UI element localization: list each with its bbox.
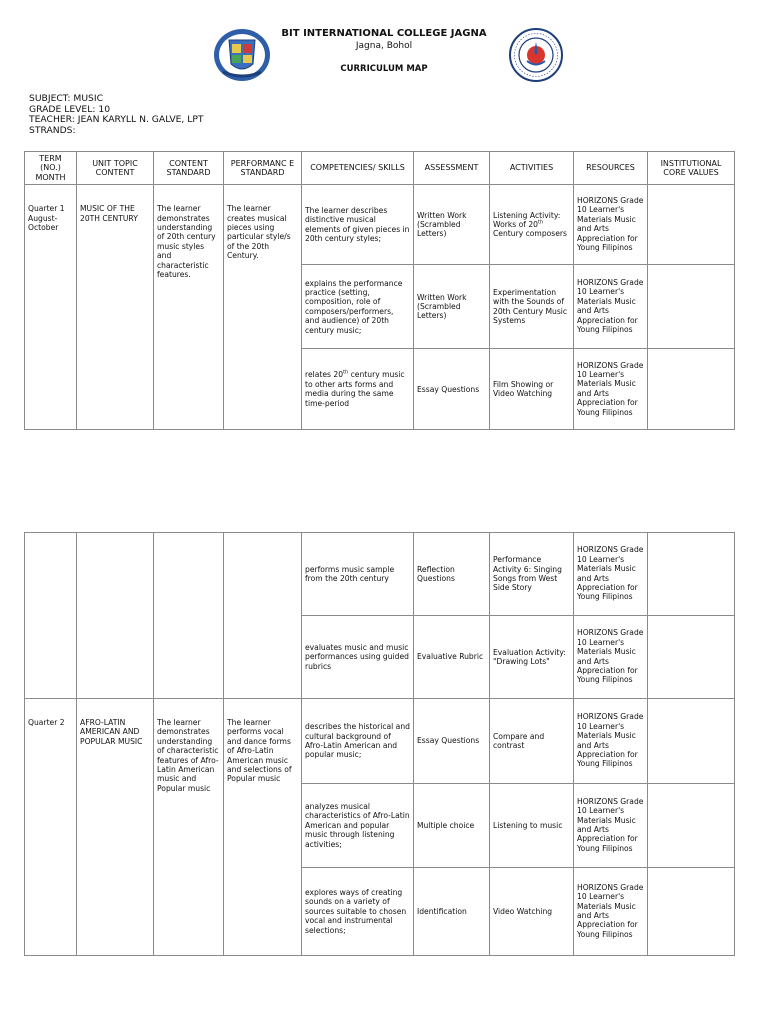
unit-cell: AFRO-LATIN AMERICAN AND POPULAR MUSIC xyxy=(77,699,154,956)
col-term: TERM (NO.) MONTH xyxy=(25,152,77,185)
activity-cell: Experimentation with the Sounds of 20th Century Music Systems xyxy=(490,265,574,349)
competency-cell: The learner describes distinctive musical elements of given pieces in 20th century styles; xyxy=(302,185,414,265)
teacher-line: TEACHER: JEAN KARYLL N. GALVE, LPT xyxy=(29,114,204,126)
col-performance-standard: PERFORMANC E STANDARD xyxy=(224,152,302,185)
col-competencies: COMPETENCIES/ SKILLS xyxy=(302,152,414,185)
competency-cell: evaluates music and music performances using guided rubrics xyxy=(302,616,414,699)
competency-cell: performs music sample from the 20th century xyxy=(302,533,414,616)
assessment-cell: Evaluative Rubric xyxy=(414,616,490,699)
superscript: th xyxy=(538,219,544,226)
activity-cell: Listening to music xyxy=(490,784,574,868)
competency-cell: describes the historical and cultural background of Afro-Latin American and popular music; xyxy=(302,699,414,784)
col-assessment: ASSESSMENT xyxy=(414,152,490,185)
activity-text: Listening Activity: Works of 20 xyxy=(493,210,561,230)
unit-cell xyxy=(77,533,154,699)
core-values-cell xyxy=(648,185,735,265)
col-unit: UNIT TOPIC CONTENT xyxy=(77,152,154,185)
unit-cell: MUSIC OF THE 20TH CENTURY xyxy=(77,185,154,430)
curriculum-table-quarter1 xyxy=(24,151,735,430)
col-core-values: INSTITUTIONAL CORE VALUES xyxy=(648,152,735,185)
content-standard-cell: The learner demonstrates understanding of characteristic features of Afro-Latin American music and Popular music xyxy=(154,699,224,956)
competency-cell: explains the performance practice (setting, composition, role of composers/performers, and audience) of 20th century music; xyxy=(302,265,414,349)
document-title: CURRICULUM MAP xyxy=(340,64,428,74)
school-location: Jagna, Bohol xyxy=(355,41,413,51)
competency-cell xyxy=(302,349,414,430)
core-values-cell xyxy=(648,868,735,956)
resource-cell: HORIZONS Grade 10 Learner's Materials Music and Arts Appreciation for Young Filipinos xyxy=(574,699,648,784)
metadata-block xyxy=(29,94,204,136)
competency-cell: analyzes musical characteristics of Afro-Latin American and popular music through listening activities; xyxy=(302,784,414,868)
term-cell: Quarter 1 August-October xyxy=(25,185,77,430)
superscript: th xyxy=(343,369,349,376)
table-row xyxy=(25,699,735,784)
content-standard-cell: The learner demonstrates understanding of 20th century music styles and characteristic features. xyxy=(154,185,224,430)
term-cell xyxy=(25,533,77,699)
activity-cell: Compare and contrast xyxy=(490,699,574,784)
content-standard-cell xyxy=(154,533,224,699)
resource-cell: HORIZONS Grade 10 Learner's Materials Music and Arts Appreciation for Young Filipinos xyxy=(574,784,648,868)
term-cell: Quarter 2 xyxy=(25,699,77,956)
activity-cell xyxy=(490,185,574,265)
school-name: BIT INTERNATIONAL COLLEGE JAGNA xyxy=(281,28,487,39)
activity-cell: Performance Activity 6: Singing Songs from West Side Story xyxy=(490,533,574,616)
col-activities: ACTIVITIES xyxy=(490,152,574,185)
assessment-cell: Essay Questions xyxy=(414,349,490,430)
assessment-cell: Essay Questions xyxy=(414,699,490,784)
table-row xyxy=(25,185,735,265)
competency-text: relates 20 xyxy=(305,370,344,380)
core-values-cell xyxy=(648,784,735,868)
core-values-cell xyxy=(648,699,735,784)
subject-line: SUBJECT: MUSIC xyxy=(29,93,104,104)
performance-standard-cell: The learner creates musical pieces using particular style/s of the 20th Century. xyxy=(224,185,302,430)
curriculum-table-quarter2 xyxy=(24,532,735,956)
core-values-cell xyxy=(648,616,735,699)
activity-text: Century composers xyxy=(493,229,567,239)
resource-cell: HORIZONS Grade 10 Learner's Materials Music and Arts Appreciation for Young Filipinos xyxy=(574,868,648,956)
activity-cell: Video Watching xyxy=(490,868,574,956)
assessment-cell: Multiple choice xyxy=(414,784,490,868)
activity-cell: Film Showing or Video Watching xyxy=(490,349,574,430)
resource-cell: HORIZONS Grade 10 Learner's Materials Music and Arts Appreciation for Young Filipinos xyxy=(574,616,648,699)
col-content-standard: CONTENT STANDARD xyxy=(154,152,224,185)
grade-line: GRADE LEVEL: 10 xyxy=(29,103,111,115)
competency-cell: explores ways of creating sounds on a variety of sources suitable to chosen vocal and instrumental selections; xyxy=(302,868,414,956)
header-row xyxy=(25,152,735,185)
resource-cell: HORIZONS Grade 10 Learner's Materials Music and Arts Appreciation for Young Filipinos xyxy=(574,185,648,265)
col-resources: RESOURCES xyxy=(574,152,648,185)
competency-text: century music to other arts forms and media during the same time-period xyxy=(305,370,405,408)
assessment-cell: Reflection Questions xyxy=(414,533,490,616)
core-values-cell xyxy=(648,265,735,349)
assessment-cell: Written Work (Scrambled Letters) xyxy=(414,185,490,265)
activity-cell: Evaluation Activity: "Drawing Lots" xyxy=(490,616,574,699)
table-row xyxy=(25,533,735,616)
resource-cell: HORIZONS Grade 10 Learner's Materials Music and Arts Appreciation for Young Filipinos xyxy=(574,265,648,349)
strands-line: STRANDS: xyxy=(29,124,76,136)
assessment-cell: Identification xyxy=(414,868,490,956)
resource-cell: HORIZONS Grade 10 Learner's Materials Music and Arts Appreciation for Young Filipinos xyxy=(574,533,648,616)
performance-standard-cell xyxy=(224,533,302,699)
performance-standard-cell: The learner performs vocal and dance forms of Afro-Latin American music and selections of Popular music xyxy=(224,699,302,956)
resource-cell: HORIZONS Grade 10 Learner's Materials Music and Arts Appreciation for Young Filipinos xyxy=(574,349,648,430)
assessment-cell: Written Work (Scrambled Letters) xyxy=(414,265,490,349)
core-values-cell xyxy=(648,349,735,430)
core-values-cell xyxy=(648,533,735,616)
